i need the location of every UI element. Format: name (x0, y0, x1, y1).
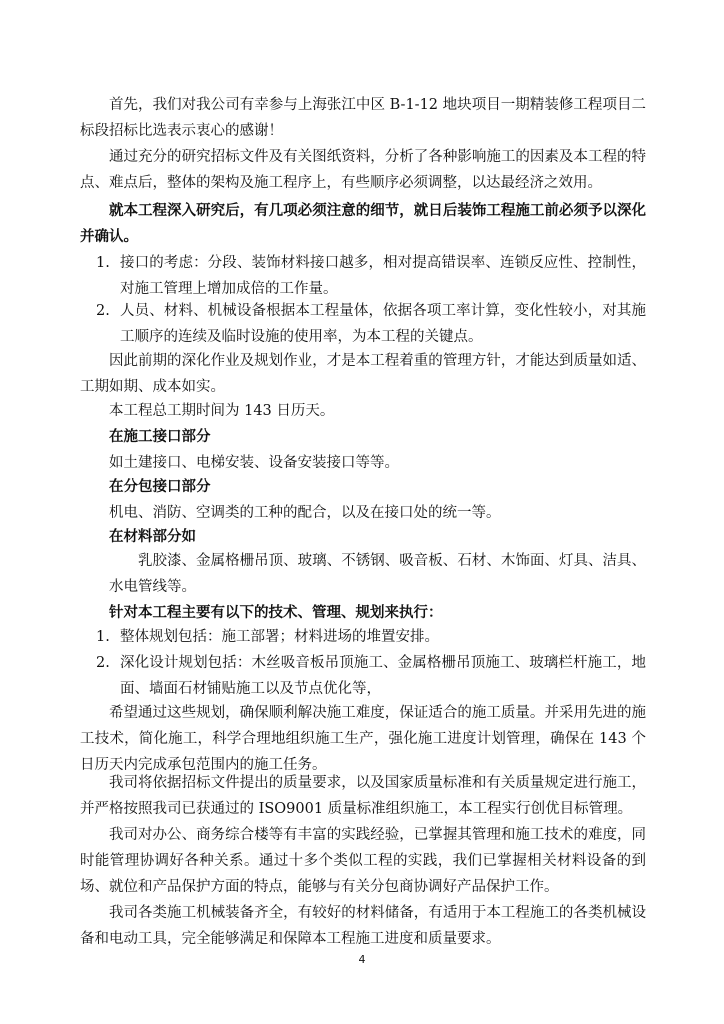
list-number: 2. (96, 655, 110, 671)
list-number: 1. (96, 255, 110, 271)
page-number: 4 (358, 953, 366, 966)
heading-subcontract-interface: 在分包接口部分 (109, 479, 211, 495)
paragraph-materials: 乳胶漆、金属格栅吊顶、玻璃、不锈钢、吸音板、石材、木饰面、灯具、洁具、水电管线等。 (109, 553, 646, 595)
list-text: 整体规划包括：施工部署；材料进场的堆置安排。 (120, 629, 439, 645)
paragraph-subcontract-interface: 机电、消防、空调类的工种的配合，以及在接口处的统一等。 (109, 505, 501, 521)
paragraph-duration: 本工程总工期时间为 143 日历天。 (109, 403, 335, 419)
paragraph-intro: 首先，我们对我公司有幸参与上海张江中区 B-1-12 地块项目一期精装修工程项目二标段招标比选表示衷心的感谢！ (80, 97, 646, 139)
list-number: 1. (96, 629, 110, 645)
list-text: 接口的考虑：分段、装饰材料接口越多，相对提高错误率、连锁反应性、控制性，对施工管理上增加成倍的工作量。 (120, 255, 646, 297)
paragraph-quality: 我司将依据招标文件提出的质量要求，以及国家质量标准和有关质量规定进行施工，并严格按照我司已获通过的 ISO9001 质量标准组织施工，本工程实行创优目标管理。 (80, 775, 646, 817)
list-number: 2. (96, 303, 110, 319)
paragraph-analysis: 通过充分的研究招标文件及有关图纸资料，分析了各种影响施工的因素及本工程的特点、难点后，整体的架构及施工程序上，有些顺序必须调整，以达最经济之效用。 (80, 149, 646, 191)
heading-materials: 在材料部分如 (109, 529, 196, 545)
paragraph-equipment: 我司各类施工机械装备齐全，有较好的材料储备，有适用于本工程施工的各类机械设备和电动工具，完全能够满足和保障本工程施工进度和质量要求。 (80, 905, 646, 947)
heading-construction-interface: 在施工接口部分 (109, 429, 211, 445)
paragraph-management: 因此前期的深化作业及规划作业，才是本工程着重的管理方针，才能达到质量如适、工期如期、成本如实。 (80, 353, 646, 395)
list-text: 人员、材料、机械设备根据本工程量体，依据各项工率计算，变化性较小，对其施工顺序的连续及临时设施的使用率，为本工程的关键点。 (120, 303, 646, 345)
paragraph-experience: 我司对办公、商务综合楼等有丰富的实践经验，已掌握其管理和施工技术的难度，同时能管理协调好各种关系。通过十多个类似工程的实践，我们已掌握相关材料设备的到场、就位和产品保护方面的特点，能够与有关分包商协调好产品保护工作。 (80, 827, 646, 895)
paragraph-planning-goal: 希望通过这些规划，确保顺利解决施工难度，保证适合的施工质量。并采用先进的施工技术，简化施工，科学合理地组织施工生产，强化施工进度计划管理，确保在 143 个日历天内完成承包范围内的施工任务。 (80, 705, 646, 773)
heading-execution: 针对本工程主要有以下的技术、管理、规划来执行： (109, 605, 443, 621)
paragraph-construction-interface: 如土建接口、电梯安装、设备安装接口等等。 (109, 455, 399, 471)
list-text: 深化设计规划包括：木丝吸音板吊顶施工、金属格栅吊顶施工、玻璃栏杆施工，地面、墙面石材铺贴施工以及节点优化等， (120, 655, 646, 697)
paragraph-key-details: 就本工程深入研究后，有几项必须注意的细节，就日后装饰工程施工前必须予以深化并确认。 (80, 203, 646, 245)
